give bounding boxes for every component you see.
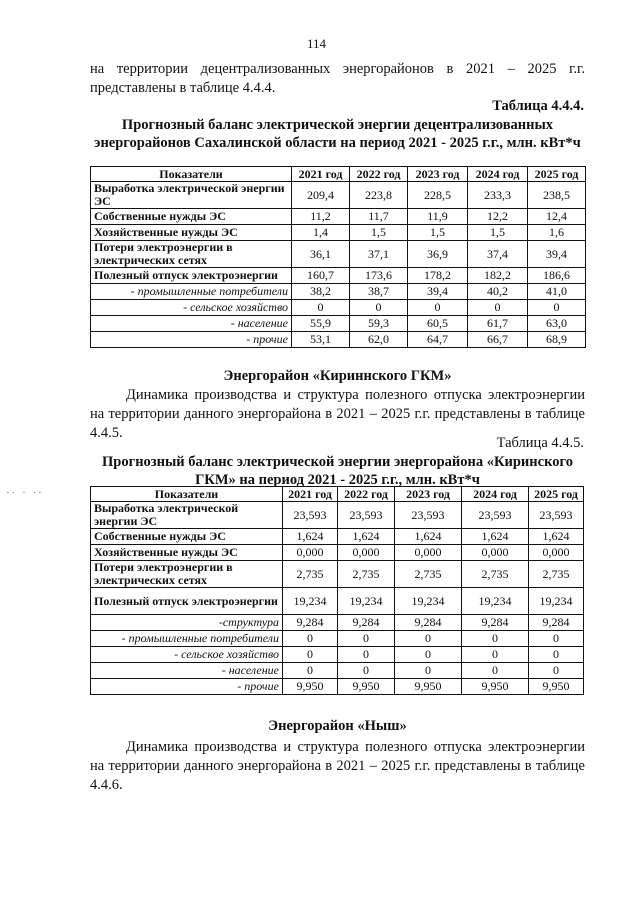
- cell-value: 0,000: [462, 545, 529, 561]
- row-label: Хозяйственные нужды ЭС: [91, 225, 292, 241]
- cell-value: 0: [462, 663, 529, 679]
- cell-value: 0: [462, 647, 529, 663]
- table-row: [91, 588, 584, 615]
- table1-header-cell: 2022 год: [350, 167, 408, 182]
- cell-value: 9,950: [529, 679, 584, 695]
- row-label: -структура: [91, 615, 283, 631]
- cell-value: 1,5: [350, 225, 408, 241]
- cell-value: 11,2: [292, 209, 350, 225]
- cell-value: 12,2: [468, 209, 528, 225]
- cell-value: 0: [338, 663, 395, 679]
- cell-value: 9,950: [338, 679, 395, 695]
- cell-value: 178,2: [408, 268, 468, 284]
- table-row: [91, 561, 584, 588]
- row-label: Полезный отпуск электроэнергии: [91, 268, 292, 284]
- row-label: Потери электроэнергии в электрических сетях: [91, 561, 283, 588]
- row-label: - население: [91, 663, 283, 679]
- cell-value: 38,7: [350, 284, 408, 300]
- row-label: Потери электроэнергии в электрических сетях: [91, 241, 292, 268]
- cell-value: 0: [292, 300, 350, 316]
- cell-value: 23,593: [529, 502, 584, 529]
- row-label: Выработка электрической энергии ЭС: [91, 502, 283, 529]
- table-row: [91, 502, 584, 529]
- cell-value: 9,284: [283, 615, 338, 631]
- cell-value: 0: [529, 663, 584, 679]
- cell-value: 36,1: [292, 241, 350, 268]
- table-row: [91, 284, 586, 300]
- cell-value: 66,7: [468, 332, 528, 348]
- cell-value: 68,9: [528, 332, 586, 348]
- cell-value: 37,4: [468, 241, 528, 268]
- table-row: [91, 615, 584, 631]
- cell-value: 0: [350, 300, 408, 316]
- cell-value: 1,624: [338, 529, 395, 545]
- cell-value: 0: [395, 631, 462, 647]
- cell-value: 233,3: [468, 182, 528, 209]
- cell-value: 9,950: [395, 679, 462, 695]
- row-label: Полезный отпуск электроэнергии: [91, 588, 283, 615]
- table2-title: Прогнозный баланс электрической энергии энергорайона «Киринского ГКМ» на период 2021 - 2025 г.г., млн. кВт*ч: [102, 454, 573, 488]
- table2-header-row: [91, 487, 584, 502]
- cell-value: 0: [529, 647, 584, 663]
- cell-value: 0: [395, 663, 462, 679]
- table-row: [91, 545, 584, 561]
- cell-value: 1,624: [283, 529, 338, 545]
- table1-header-cell: 2021 год: [292, 167, 350, 182]
- section-kirinsky-heading: Энергорайон «Кириннского ГКМ»: [223, 368, 452, 384]
- row-label: - прочие: [91, 332, 292, 348]
- cell-value: 173,6: [350, 268, 408, 284]
- cell-value: 209,4: [292, 182, 350, 209]
- cell-value: 38,2: [292, 284, 350, 300]
- cell-value: 9,284: [462, 615, 529, 631]
- cell-value: 186,6: [528, 268, 586, 284]
- cell-value: 60,5: [408, 316, 468, 332]
- cell-value: 23,593: [283, 502, 338, 529]
- cell-value: 0: [462, 631, 529, 647]
- cell-value: 62,0: [350, 332, 408, 348]
- cell-value: 0: [468, 300, 528, 316]
- table-row: [91, 300, 586, 316]
- cell-value: 2,735: [462, 561, 529, 588]
- table-row: [91, 663, 584, 679]
- cell-value: 2,735: [395, 561, 462, 588]
- table2: [90, 486, 584, 695]
- cell-value: 0: [283, 647, 338, 663]
- table2-header-cell: 2021 год: [283, 487, 338, 502]
- cell-value: 64,7: [408, 332, 468, 348]
- table1-title: Прогнозный баланс электрической энергии децентрализованных энергорайонов Сахалинской области на период 2021 - 2025 г.г., млн. кВт*ч: [94, 117, 581, 151]
- row-label: - сельское хозяйство: [91, 647, 283, 663]
- page-number: 114: [306, 36, 327, 51]
- intro-paragraph: на территории децентрализованных энергорайонов в 2021 – 2025 г.г. представлены в таблице 4.4.4.: [90, 61, 585, 96]
- cell-value: 0: [408, 300, 468, 316]
- cell-value: 1,624: [529, 529, 584, 545]
- cell-value: 160,7: [292, 268, 350, 284]
- table1-header-cell: 2023 год: [408, 167, 468, 182]
- cell-value: 1,5: [408, 225, 468, 241]
- row-label: Хозяйственные нужды ЭС: [91, 545, 283, 561]
- table-row: [91, 316, 586, 332]
- table-row: [91, 332, 586, 348]
- cell-value: 1,4: [292, 225, 350, 241]
- margin-scan-mark: ·· · ··: [6, 487, 44, 499]
- cell-value: 36,9: [408, 241, 468, 268]
- table-row: [91, 647, 584, 663]
- cell-value: 0: [395, 647, 462, 663]
- cell-value: 12,4: [528, 209, 586, 225]
- row-label: Выработка электрической энергии ЭС: [91, 182, 292, 209]
- cell-value: 41,0: [528, 284, 586, 300]
- row-label: Собственные нужды ЭС: [91, 209, 292, 225]
- table1-header-row: [91, 167, 586, 182]
- cell-value: 238,5: [528, 182, 586, 209]
- cell-value: 19,234: [529, 588, 584, 615]
- table2-header-cell: Показатели: [91, 487, 283, 502]
- cell-value: 59,3: [350, 316, 408, 332]
- cell-value: 53,1: [292, 332, 350, 348]
- cell-value: 37,1: [350, 241, 408, 268]
- section-nysh-text: Динамика производства и структура полезного отпуска электроэнергии на территории данного энергорайона в 2021 – 2025 г.г. представлены в таблице 4.4.6.: [90, 739, 585, 793]
- cell-value: 0: [338, 631, 395, 647]
- cell-value: 19,234: [395, 588, 462, 615]
- cell-value: 0,000: [395, 545, 462, 561]
- cell-value: 19,234: [283, 588, 338, 615]
- table-row: [91, 209, 586, 225]
- cell-value: 23,593: [395, 502, 462, 529]
- table1-header-cell: 2025 год: [528, 167, 586, 182]
- table-row: [91, 225, 586, 241]
- cell-value: 182,2: [468, 268, 528, 284]
- cell-value: 11,7: [350, 209, 408, 225]
- table-row: [91, 631, 584, 647]
- cell-value: 63,0: [528, 316, 586, 332]
- cell-value: 1,6: [528, 225, 586, 241]
- cell-value: 2,735: [338, 561, 395, 588]
- table2-header-cell: 2024 год: [462, 487, 529, 502]
- section-nysh-paragraph: [90, 738, 585, 795]
- table2-header-cell: 2023 год: [395, 487, 462, 502]
- section-nysh-heading: Энергорайон «Ныш»: [268, 718, 407, 734]
- table-row: [91, 268, 586, 284]
- table1-label: Таблица 4.4.4.: [492, 98, 584, 114]
- cell-value: 2,735: [283, 561, 338, 588]
- table-row: [91, 182, 586, 209]
- cell-value: 228,5: [408, 182, 468, 209]
- table1: [90, 166, 586, 348]
- table2-header-cell: 2022 год: [338, 487, 395, 502]
- table-row: [91, 241, 586, 268]
- row-label: - промышленные потребители: [91, 284, 292, 300]
- cell-value: 19,234: [462, 588, 529, 615]
- cell-value: 2,735: [529, 561, 584, 588]
- cell-value: 23,593: [462, 502, 529, 529]
- section-kirinsky-text: Динамика производства и структура полезного отпуска электроэнергии на территории данного энергорайона в 2021 – 2025 г.г. представлены в таблице 4.4.5.: [90, 387, 585, 441]
- cell-value: 23,593: [338, 502, 395, 529]
- cell-value: 0: [529, 631, 584, 647]
- cell-value: 40,2: [468, 284, 528, 300]
- table1-header-cell: Показатели: [91, 167, 292, 182]
- cell-value: 0,000: [283, 545, 338, 561]
- cell-value: 55,9: [292, 316, 350, 332]
- table-row: [91, 679, 584, 695]
- row-label: - прочие: [91, 679, 283, 695]
- cell-value: 1,5: [468, 225, 528, 241]
- row-label: - сельское хозяйство: [91, 300, 292, 316]
- table1-header-cell: 2024 год: [468, 167, 528, 182]
- cell-value: 39,4: [528, 241, 586, 268]
- row-label: - промышленные потребители: [91, 631, 283, 647]
- cell-value: 223,8: [350, 182, 408, 209]
- cell-value: 1,624: [395, 529, 462, 545]
- cell-value: 0,000: [338, 545, 395, 561]
- cell-value: 0: [338, 647, 395, 663]
- row-label: - население: [91, 316, 292, 332]
- cell-value: 9,284: [395, 615, 462, 631]
- cell-value: 0: [283, 631, 338, 647]
- cell-value: 9,284: [529, 615, 584, 631]
- cell-value: 0: [283, 663, 338, 679]
- cell-value: 0,000: [529, 545, 584, 561]
- row-label: Собственные нужды ЭС: [91, 529, 283, 545]
- cell-value: 11,9: [408, 209, 468, 225]
- cell-value: 9,950: [462, 679, 529, 695]
- table-row: [91, 529, 584, 545]
- cell-value: 39,4: [408, 284, 468, 300]
- cell-value: 19,234: [338, 588, 395, 615]
- cell-value: 1,624: [462, 529, 529, 545]
- table2-label: Таблица 4.4.5.: [496, 435, 584, 451]
- cell-value: 0: [528, 300, 586, 316]
- cell-value: 9,284: [338, 615, 395, 631]
- cell-value: 61,7: [468, 316, 528, 332]
- cell-value: 9,950: [283, 679, 338, 695]
- table2-header-cell: 2025 год: [529, 487, 584, 502]
